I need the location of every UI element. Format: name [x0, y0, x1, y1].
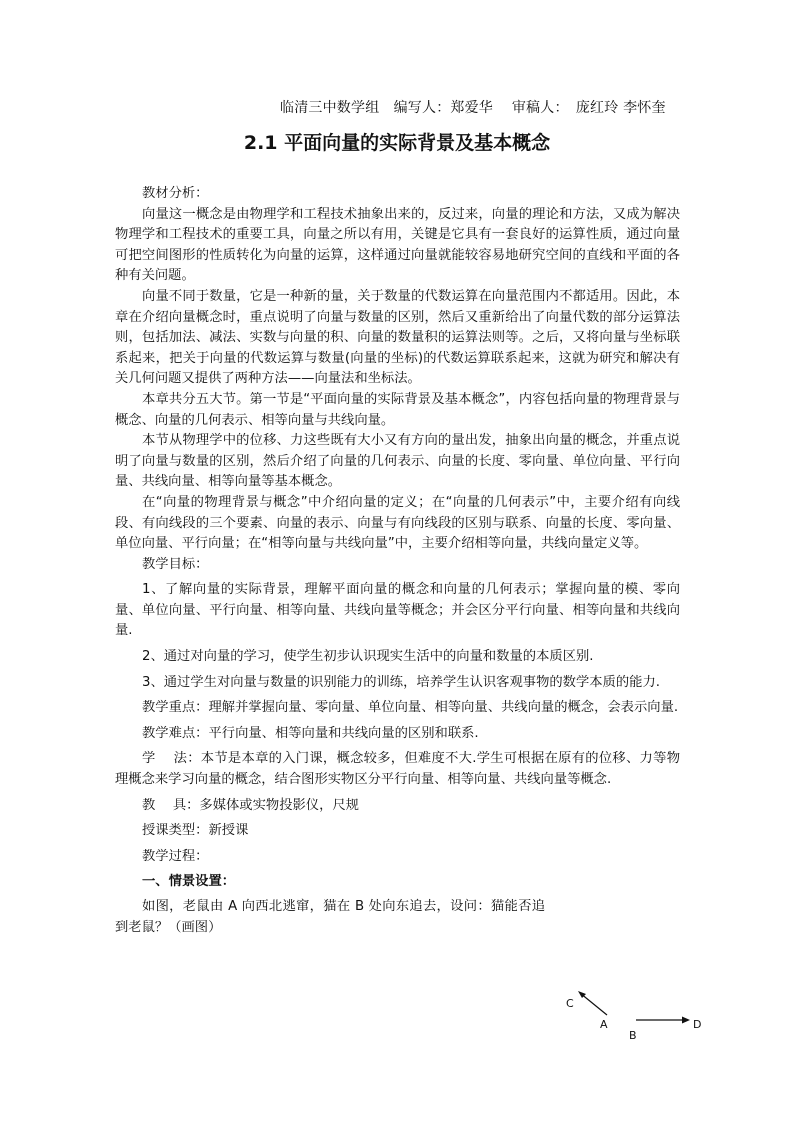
point-label-b: B	[629, 1029, 637, 1042]
paragraph-analysis-5: 在“向量的物理背景与概念”中介绍向量的定义；在“向量的几何表示”中，主要介绍有向线段、有向线段的三个要素、向量的表示、向量与有向线段的区别与联系、向量的长度、零向量、单位向量、平行向量；在“相等向量与共线向量”中，主要介绍相等向量，共线向量定义等。	[115, 494, 680, 552]
paragraph-analysis-1: 向量这一概念是由物理学和工程技术抽象出来的，反过来，向量的理论和方法，又成为解决物理学和工程技术的重要工具，向量之所以有用，关键是它具有一套良好的运算性质，通过向量可把空间图形的性质转化为向量的运算，这样通过向量就能较容易地研究空间的直线和平面的各种有关问题。	[115, 206, 680, 284]
section-label-analysis: 教材分析：	[142, 186, 209, 201]
paragraph-analysis-4: 本节从物理学中的位移、力这些既有大小又有方向的量出发，抽象出向量的概念，并重点说明了向量与数量的区别，然后介绍了向量的几何表示、向量的长度、零向量、单位向量、平行向量、共线向量、相等向量等基本概念。	[115, 433, 680, 490]
arrowhead-d-icon	[682, 1017, 690, 1024]
point-label-c: C	[566, 997, 574, 1010]
point-label-a: A	[600, 1018, 608, 1031]
paragraph-analysis-3: 本章共分五大节。第一节是“平面向量的实际背景及基本概念”，内容包括向量的物理背景与概念、向量的几何表示、相等向量与共线向量。	[115, 391, 680, 428]
objective-3: 3、通过学生对向量与数量的识别能力的训练，培养学生认识客观事物的数学本质的能力.	[142, 674, 660, 690]
cat-mouse-vector-figure	[556, 988, 716, 1048]
vector-a-to-c	[580, 993, 607, 1015]
document-body	[115, 184, 680, 938]
point-label-d: D	[693, 1018, 702, 1031]
learning-method: 学 法：本节是本章的入门课，概念较多，但难度不大.学生可根据在原有的位移、力等物理概念来学习向量的概念，结合图形实物区分平行向量、相等向量、共线向量等概念.	[115, 751, 680, 788]
objective-1: 1、了解向量的实际背景，理解平面向量的概念和向量的几何表示；掌握向量的模、零向量、单位向量、平行向量、相等向量、共线向量等概念；并会区分平行向量、相等向量和共线向量.	[115, 582, 680, 639]
page-title: 2.1 平面向量的实际背景及基本概念	[243, 132, 551, 154]
teaching-aids: 教 具：多媒体或实物投影仪，尺规	[142, 797, 359, 813]
paragraph-analysis-2: 向量不同于数量，它是一种新的量，关于数量的代数运算在向量范围内不都适用。因此，本章在介绍向量概念时，重点说明了向量与数量的区别，然后又重新给出了向量代数的部分运算法则，包括加法、减法、实数与向量的积、向量的数量积的运算法则等。之后，又将向量与坐标联系起来，把关于向量的代数运算与数量(向量的坐标)的代数运算联系起来，这就为研究和解决有关几何问题又提供了两种方法——向量法和坐标法。	[115, 288, 680, 387]
teaching-key-points: 教学重点：理解并掌握向量、零向量、单位向量、相等向量、共线向量的概念，会表示向量.	[142, 700, 679, 716]
section-label-process: 教学过程：	[142, 848, 209, 864]
scenario-question: 如图，老鼠由 A 向西北逃窜，猫在 B 处向东追去，设问：猫能否追到老鼠？（画图）	[115, 899, 545, 935]
teaching-difficulties: 教学难点：平行向量、相等向量和共线向量的区别和联系.	[142, 725, 479, 741]
objective-2: 2、通过对向量的学习，使学生初步认识现实生活中的向量和数量的本质区别.	[142, 649, 594, 665]
section-label-objectives: 教学目标：	[142, 556, 209, 572]
lesson-type: 授课类型：新授课	[142, 823, 249, 839]
section-heading-scenario: 一、情景设置：	[142, 874, 236, 890]
author-line: 临清三中数学组 编写人：郑爱华 审稿人： 庞红玲 李怀奎	[280, 100, 666, 116]
